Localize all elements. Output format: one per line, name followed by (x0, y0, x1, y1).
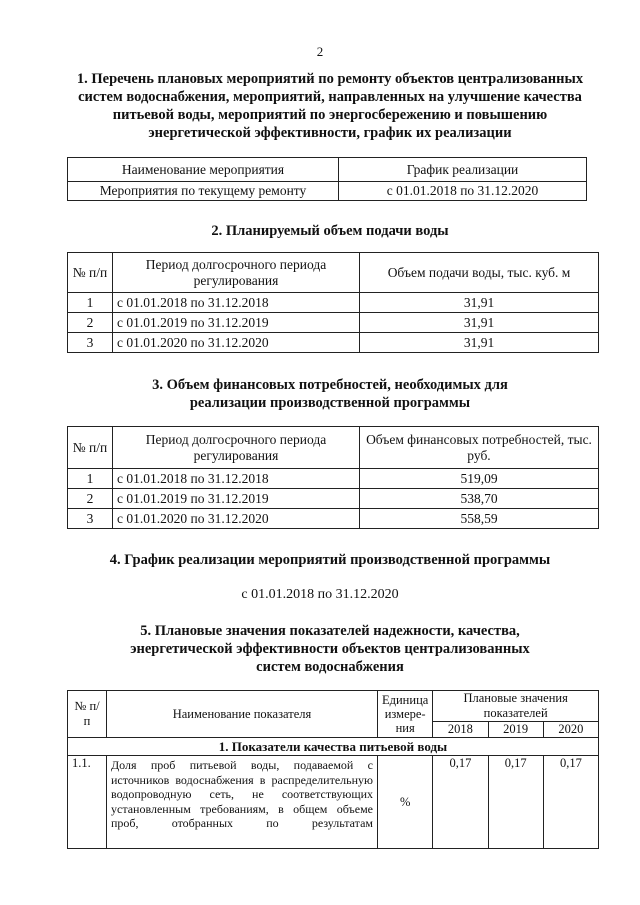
table-row (68, 469, 599, 489)
section3-cell-period: с 01.01.2019 по 31.12.2019 (113, 489, 360, 509)
section2-cell-num: 1 (68, 293, 113, 313)
table-row (68, 756, 599, 849)
section2-cell-num: 3 (68, 333, 113, 353)
section2-header-volume: Объем подачи воды, тыс. куб. м (360, 253, 599, 293)
section5-cell-value: 0,17 (543, 756, 598, 849)
table-row (68, 509, 599, 529)
section2-cell-period: с 01.01.2019 по 31.12.2019 (113, 313, 360, 333)
section1-table (67, 157, 587, 201)
section3-title: 3. Объем финансовых потребностей, необходимых для реализации производственной программы (152, 377, 508, 411)
section3-cell-amount: 558,59 (360, 509, 599, 529)
section2-table (67, 252, 599, 353)
section5-header-year: 2019 (488, 722, 543, 738)
section3-header-finance: Объем финансовых потребностей, тыс. руб. (360, 427, 599, 469)
section5-cell-num: 1.1. (68, 756, 107, 849)
section2-cell-period: с 01.01.2018 по 31.12.2018 (113, 293, 360, 313)
section5-title: 5. Плановые значения показателей надежности, качества, энергетической эффективности объектов централизованных систем водоснабжения (130, 623, 530, 675)
section5-header-year: 2018 (433, 722, 488, 738)
section5-table (67, 690, 599, 849)
section5-group-title: 1. Показатели качества питьевой воды (68, 738, 599, 756)
section2-cell-num: 2 (68, 313, 113, 333)
section3-header-num: № п/п (68, 427, 113, 469)
table-row (68, 333, 599, 353)
section3-cell-period: с 01.01.2020 по 31.12.2020 (113, 509, 360, 529)
section5-header-unit: Единица измере-ния (378, 691, 433, 738)
section5-header-num: № п/п (68, 691, 107, 738)
section4-period: с 01.01.2018 по 31.12.2020 (241, 587, 399, 602)
section3-cell-num: 1 (68, 469, 113, 489)
section2-title: 2. Планируемый объем подачи воды (211, 223, 449, 239)
section3-cell-period: с 01.01.2018 по 31.12.2018 (113, 469, 360, 489)
section2-cell-volume: 31,91 (360, 313, 599, 333)
section2-header-period: Период долгосрочного периода регулирования (113, 253, 360, 293)
section1-cell-activity: Мероприятия по текущему ремонту (68, 182, 339, 201)
section1-header-name: Наименование мероприятия (68, 158, 339, 182)
section1-header-schedule: График реализации (339, 158, 587, 182)
page-number: 2 (316, 44, 324, 59)
section3-header-period: Период долгосрочного периода регулирования (113, 427, 360, 469)
section5-cell-unit: % (378, 756, 433, 849)
table-row (68, 293, 599, 313)
section3-cell-amount: 538,70 (360, 489, 599, 509)
section5-header-name: Наименование показателя (107, 691, 378, 738)
section2-cell-volume: 31,91 (360, 293, 599, 313)
section5-cell-name: Доля проб питьевой воды, подаваемой с источников водоснабжения в распределительную водопроводную сеть, не соответствующих установленным требованиям, в общем объеме проб, отобранных по результатам (107, 756, 378, 849)
section3-cell-num: 3 (68, 509, 113, 529)
table-row (68, 182, 587, 201)
table-row (68, 313, 599, 333)
section5-cell-value: 0,17 (488, 756, 543, 849)
section4-title: 4. График реализации мероприятий производственной программы (109, 552, 551, 568)
section3-cell-amount: 519,09 (360, 469, 599, 489)
section5-cell-value: 0,17 (433, 756, 488, 849)
table-row (68, 489, 599, 509)
section3-table (67, 426, 599, 529)
section1-cell-period: с 01.01.2018 по 31.12.2020 (339, 182, 587, 201)
section2-cell-volume: 31,91 (360, 333, 599, 353)
section5-header-year: 2020 (543, 722, 598, 738)
section1-title: 1. Перечень плановых мероприятий по ремонту объектов централизованных систем водоснабжения, мероприятий, направленных на улучшение качества питьевой воды, мероприятий по энергосбережению и повышению энергетической эффективности, график их реализации (76, 71, 584, 141)
section2-header-num: № п/п (68, 253, 113, 293)
section5-header-plan: Плановые значения показателей (433, 691, 599, 722)
section2-cell-period: с 01.01.2020 по 31.12.2020 (113, 333, 360, 353)
section3-cell-num: 2 (68, 489, 113, 509)
